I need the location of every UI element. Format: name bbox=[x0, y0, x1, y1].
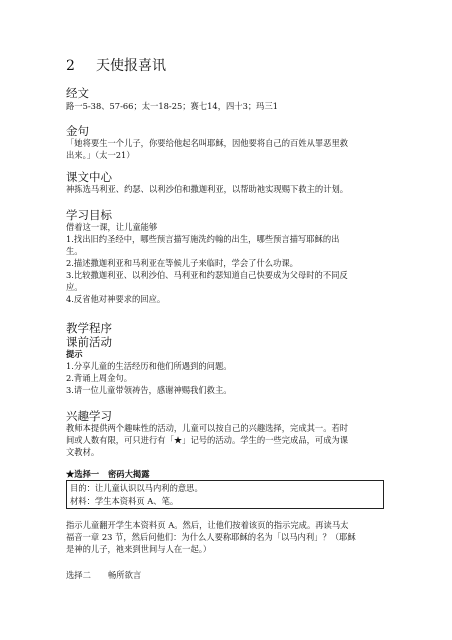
objectives-heading: 学习目标 bbox=[66, 208, 112, 222]
chapter-title: 天使报喜讯 bbox=[96, 58, 166, 74]
option1-label: ★选择一 bbox=[66, 469, 100, 479]
option2-heading bbox=[66, 569, 141, 582]
option1-materials: 材料：学生本资料页 A、笔。 bbox=[70, 495, 179, 506]
option2-label: 选择二 bbox=[66, 570, 91, 580]
interest-line: 教师本提供两个趣味性的活动，儿童可以按自己的兴趣选择，完成其一。若时 bbox=[66, 423, 349, 433]
option1-goal: 目的：让儿童认识以马内利的意思。 bbox=[70, 483, 203, 493]
scripture-text: 路一5-38、57-66；太一18-25；赛七14，四十3；玛三1 bbox=[66, 101, 279, 111]
objective-item: 4.反省他对神要求的回应。 bbox=[66, 294, 166, 304]
chapter-number: 2 bbox=[66, 58, 75, 74]
objective-item: 3.比较撒迦利亚、以利沙伯、马利亚和约瑟知道自己快要成为父母时的不同反 bbox=[66, 270, 348, 280]
objectives-intro: 借着这一课，让儿童能够 bbox=[66, 222, 158, 232]
interest-heading: 兴趣学习 bbox=[66, 409, 112, 423]
theme-text: 神拣选马利亚、约瑟、以利沙伯和撒迦利亚，以帮助祂实现赐下救主的计划。 bbox=[66, 184, 349, 194]
hint-label: 提示 bbox=[66, 349, 83, 359]
pre-class-heading: 课前活动 bbox=[66, 335, 112, 349]
option1-info-box bbox=[66, 480, 384, 509]
objective-item: 应。 bbox=[66, 282, 83, 292]
objective-item: 2.描述撒迦利亚和马利亚在等候儿子来临时，学会了什么功课。 bbox=[66, 258, 298, 268]
memory-verse-line: 「她将要生一个儿子，你要给他起名叫耶稣，因他要将自己的百姓从罪恶里救 bbox=[66, 138, 349, 148]
procedure-step: 3.请一位儿童带领祷告，感谢神赐我们救主。 bbox=[66, 385, 232, 395]
option1-instruction: 是神的儿子，祂来到世间与人在一起。） bbox=[66, 544, 212, 554]
option1-instruction: 指示儿童翻开学生本资料页 A。然后，让他们按着该页的指示完成。再读马太 bbox=[66, 520, 349, 530]
option1-title: 密码大揭露 bbox=[108, 469, 150, 479]
interest-line: 间或人数有限，可只进行有「★」记号的活动。学生的一些完成品，可成为课 bbox=[66, 435, 349, 445]
memory-verse-line: 出来。」（太一21） bbox=[66, 150, 135, 160]
option2-title: 畅所欲言 bbox=[108, 570, 142, 580]
option1-instruction: 福音一章 23 节，然后问他们：为什么人要称耶稣的名为「以马内利」？（耶稣 bbox=[66, 532, 356, 542]
memory-verse-heading: 金句 bbox=[66, 124, 89, 138]
scripture-heading: 经文 bbox=[66, 86, 89, 100]
objective-item: 生。 bbox=[66, 246, 83, 256]
theme-heading: 课文中心 bbox=[66, 170, 112, 184]
option1-heading bbox=[66, 468, 150, 481]
procedure-step: 1.分享儿童的生活经历和他们所遇到的问题。 bbox=[66, 361, 232, 371]
chapter-heading bbox=[66, 55, 166, 75]
objective-item: 1.找出旧约圣经中，哪些预言描写施洗约翰的出生，哪些预言描写耶稣的出 bbox=[66, 234, 340, 244]
interest-line: 文教材。 bbox=[66, 447, 100, 457]
procedure-step: 2.背诵上周金句。 bbox=[66, 373, 132, 383]
procedure-heading: 教学程序 bbox=[66, 321, 112, 335]
